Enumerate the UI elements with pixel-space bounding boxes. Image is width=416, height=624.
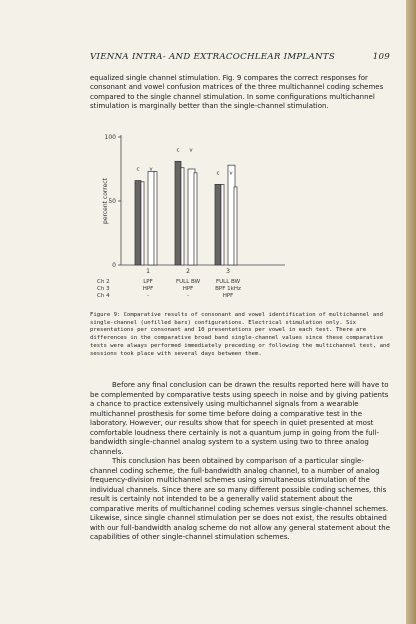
bar	[154, 172, 157, 265]
column-setting-label: HPF	[142, 286, 154, 292]
chart-bars	[135, 161, 237, 265]
bar-label-c: c	[216, 170, 220, 177]
y-tick-label: 50	[108, 198, 116, 205]
bar	[175, 161, 181, 265]
figure-caption-text: Figure 9: Comparative results of consonant and vowel identification of multichannel and single-channel (unfilled bars) configurations. Electrical stimulation only. Six presentations per consonant and 10 presentations per vowel in each test. There are differences in the comparative broad band single-channel values since these comparative tests were always performed immediately preceding or following the multichannel test, and sessions took place with several days between them.	[90, 312, 390, 357]
column-setting-label: FULL BW	[175, 279, 201, 285]
running-head	[90, 52, 390, 62]
column-setting-label: -	[147, 293, 149, 299]
column-setting-label: FULL BW	[215, 279, 241, 285]
figure-caption	[90, 312, 390, 358]
y-tick-label: 0	[112, 262, 116, 269]
bar	[181, 168, 184, 265]
category-label: 3	[226, 268, 230, 275]
bar	[234, 187, 237, 265]
category-label: 2	[186, 268, 190, 275]
running-head-title: VIENNA INTRA- AND EXTRACOCHLEAR IMPLANTS	[90, 52, 336, 62]
bar-label-c: c	[136, 166, 140, 173]
column-setting-label: BPF 1kHz	[215, 286, 241, 292]
row-label: Ch 3	[97, 286, 110, 292]
intro-paragraph-text: equalized single channel stimulation. Fig. 9 compares the correct responses for consonant and vowel confusion matrices of the three multichannel coding schemes compared to the single channel stimulation. In some configurations multichannel stimulation is marginally better than the single-channel stimulation.	[90, 74, 384, 111]
bar-label-v: v	[189, 147, 193, 154]
column-setting-label: LPF	[143, 279, 153, 285]
bar	[221, 184, 224, 265]
body-paragraph-2: This conclusion has been obtained by comparison of a particular single-channel coding scheme, the full-bandwidth analog channel, to a number of analog frequency-division multichannel schemes using simultaneous stimulation of the individual channels. Since there are so many different possible coding schemes, this result is certainly not intended to be a generally valid statement about the comparative merits of multichannel coding schemes versus single-channel schemes. Likewise, since single channel stimulation per se does not exist, the results obtained with our full-bandwidth analog scheme do not allow any general statement about the capabilities of other single-channel stimulation schemes.	[90, 457, 390, 541]
bar	[141, 182, 144, 265]
bar-label-c: c	[176, 147, 180, 154]
bar	[135, 181, 141, 265]
body-text	[90, 381, 390, 543]
column-setting-label: -	[187, 293, 189, 299]
bar-label-v: v	[229, 170, 233, 177]
bar-label-v: v	[149, 166, 153, 173]
row-label: Ch 4	[97, 293, 110, 299]
bar	[215, 184, 221, 265]
intro-paragraph	[90, 74, 390, 112]
row-label: Ch 2	[97, 279, 110, 285]
figure-9-chart	[95, 128, 305, 308]
y-axis-label: percent correct	[102, 178, 109, 224]
column-setting-label: HPF	[182, 286, 194, 292]
page-number: 109	[372, 52, 390, 62]
y-tick-label: 100	[104, 134, 116, 141]
body-paragraph-1: Before any final conclusion can be drawn the results reported here will have to be complemented by comparative tests using speech in noise and by giving patients a chance to practice extensively using multichannel signals from a wearable multichannel prosthesis for some time before doing a comparative test in the laboratory. However, our results show that for speech in quiet presented at most comfortable loudness there certainly is not a quantum jump in going from the full-bandwidth single-channel analog system to a system using two to three analog channels.	[90, 381, 389, 456]
book-edge	[406, 0, 416, 624]
bar	[194, 173, 197, 265]
column-setting-label: HPF	[222, 293, 234, 299]
category-label: 1	[146, 268, 150, 275]
